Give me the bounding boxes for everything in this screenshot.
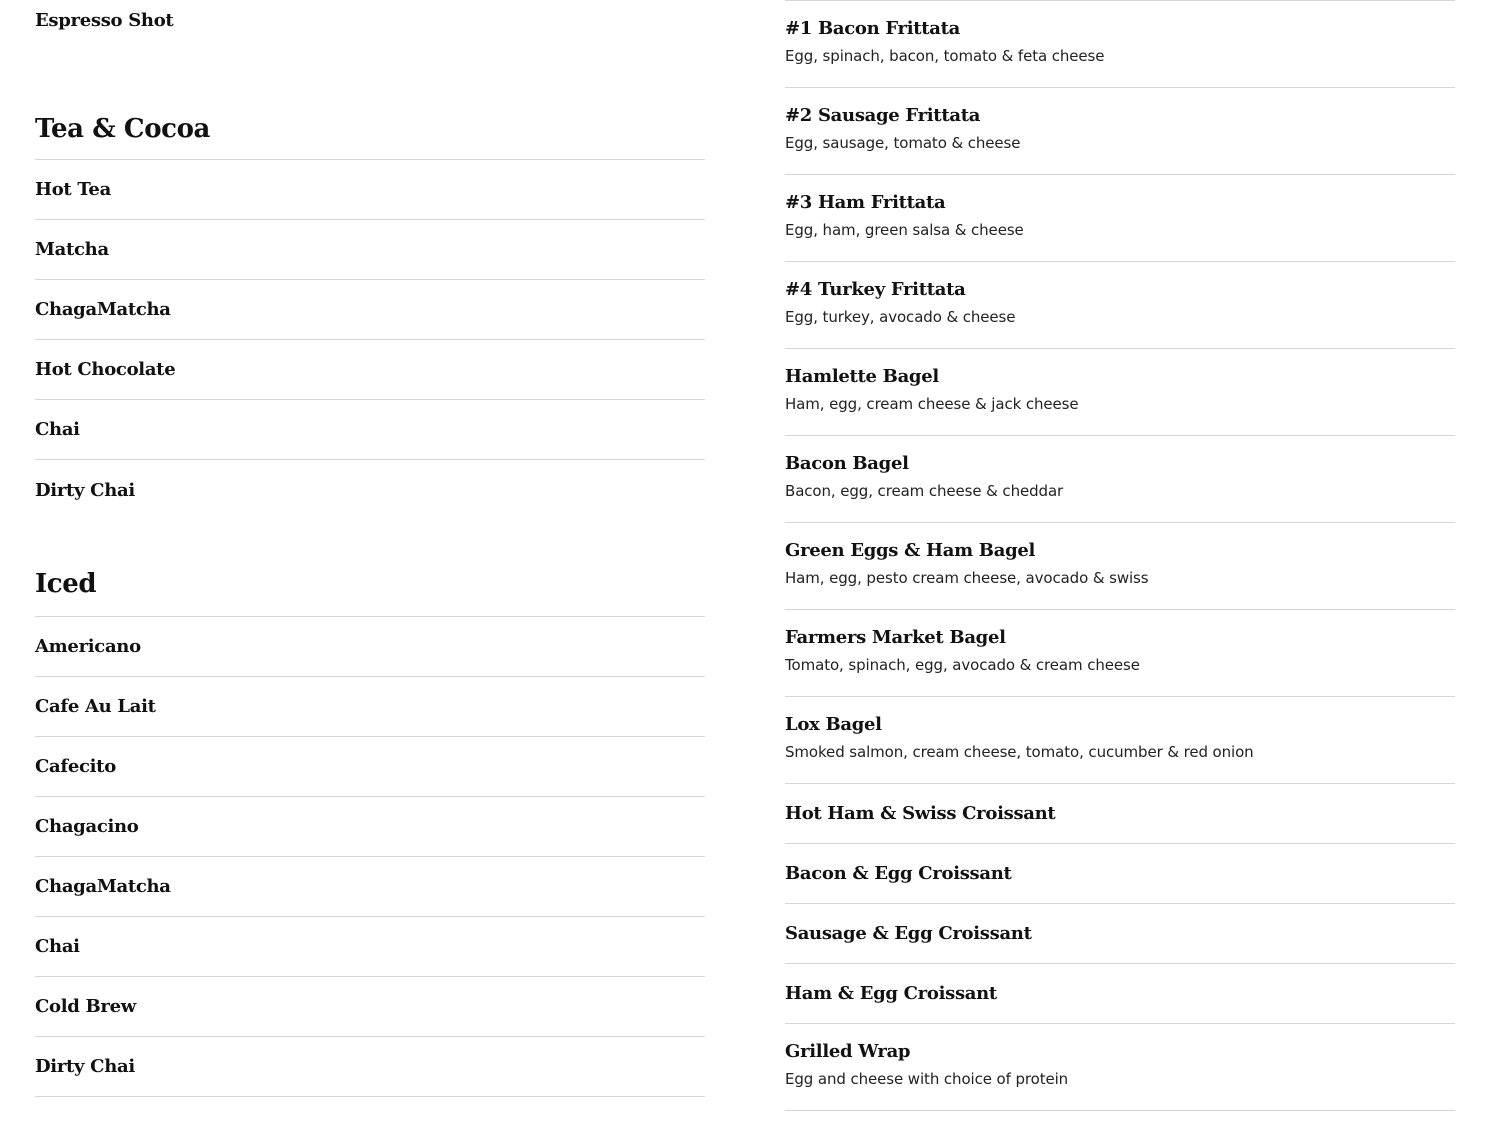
menu-item-description: Egg, sausage, tomato & cheese [785, 134, 1021, 152]
menu-item-name: Lox Bagel [785, 714, 882, 735]
menu-item-name: #1 Bacon Frittata [785, 18, 961, 39]
menu-item-row [35, 737, 705, 797]
menu-item-row [35, 677, 705, 737]
menu-item-row [35, 340, 705, 400]
menu-item-row [35, 220, 705, 280]
menu-item-name: Espresso Shot [35, 9, 174, 31]
menu-item-name: Hot Tea [35, 179, 111, 200]
menu-item-row [785, 88, 1455, 175]
section-title-iced: Iced [35, 569, 705, 617]
menu-item-name: Green Eggs & Ham Bagel [785, 540, 1036, 561]
menu-item-row [785, 262, 1455, 349]
section-spacer [35, 520, 705, 569]
menu-item-name: Farmers Market Bagel [785, 627, 1006, 648]
menu-item-row [785, 349, 1455, 436]
menu-item-row [785, 1, 1455, 88]
menu-item-row [35, 797, 705, 857]
menu-item-name: #4 Turkey Frittata [785, 279, 966, 300]
menu-item-row [35, 460, 705, 520]
section-spacer [35, 40, 705, 112]
menu-item-name: Matcha [35, 239, 109, 260]
menu-item-row [785, 523, 1455, 610]
menu-item-row [785, 1024, 1455, 1111]
menu-item-row [35, 857, 705, 917]
menu-item-name: Ham & Egg Croissant [785, 982, 997, 1004]
menu-item-name: Hamlette Bagel [785, 366, 939, 387]
menu-item-name: Cafecito [35, 756, 116, 777]
menu-item-name: Cafe Au Lait [35, 696, 156, 717]
menu-item-name: #2 Sausage Frittata [785, 105, 981, 126]
menu-item-row [35, 617, 705, 677]
menu-item-name: Bacon & Egg Croissant [785, 862, 1012, 884]
menu-item-description: Egg, ham, green salsa & cheese [785, 221, 1024, 239]
menu-item-name: Sausage & Egg Croissant [785, 922, 1032, 944]
menu-item-row [785, 436, 1455, 523]
menu-item-row [785, 904, 1455, 964]
section-title-tea-cocoa: Tea & Cocoa [35, 112, 705, 160]
menu-item-description: Smoked salmon, cream cheese, tomato, cucumber & red onion [785, 743, 1254, 761]
drinks-column [35, 0, 705, 1097]
menu-item-name: Cold Brew [35, 996, 136, 1017]
menu-item-name: ChagaMatcha [35, 299, 171, 320]
menu-item-name: Dirty Chai [35, 479, 135, 501]
menu-item-name: Hot Ham & Swiss Croissant [785, 802, 1056, 824]
menu-item-row [785, 610, 1455, 697]
menu-item-description: Ham, egg, pesto cream cheese, avocado & swiss [785, 569, 1149, 587]
menu-item-row [35, 917, 705, 977]
menu-item-row [35, 400, 705, 460]
menu-item-name: Chai [35, 936, 80, 957]
menu-item-description: Egg, turkey, avocado & cheese [785, 308, 1016, 326]
menu-item-name: Dirty Chai [35, 1056, 135, 1077]
menu-item-name: Bacon Bagel [785, 453, 909, 474]
menu-item-name: Grilled Wrap [785, 1041, 911, 1062]
menu-item-name: ChagaMatcha [35, 876, 171, 897]
menu-item-description: Bacon, egg, cream cheese & cheddar [785, 482, 1064, 500]
menu-item-description: Tomato, spinach, egg, avocado & cream cheese [785, 656, 1140, 674]
menu-item-name: Chagacino [35, 816, 139, 837]
menu-item-row [785, 697, 1455, 784]
menu-item-name: Hot Chocolate [35, 359, 176, 380]
menu-item-row [785, 175, 1455, 262]
menu-item-description: Egg and cheese with choice of protein [785, 1070, 1069, 1088]
menu-item-row [35, 160, 705, 220]
menu-item-row [785, 964, 1455, 1024]
menu-item-description: Egg, spinach, bacon, tomato & feta cheese [785, 47, 1105, 65]
menu-item-row [35, 1037, 705, 1097]
menu-item-row [35, 280, 705, 340]
menu-item-name: Chai [35, 419, 80, 440]
food-column [785, 0, 1455, 1111]
menu-item-row [785, 844, 1455, 904]
menu-item-description: Ham, egg, cream cheese & jack cheese [785, 395, 1079, 413]
menu-item-row [35, 0, 705, 40]
menu-item-name: #3 Ham Frittata [785, 192, 946, 213]
menu-item-name: Americano [35, 636, 141, 657]
menu-item-row [785, 784, 1455, 844]
menu-item-row [35, 977, 705, 1037]
